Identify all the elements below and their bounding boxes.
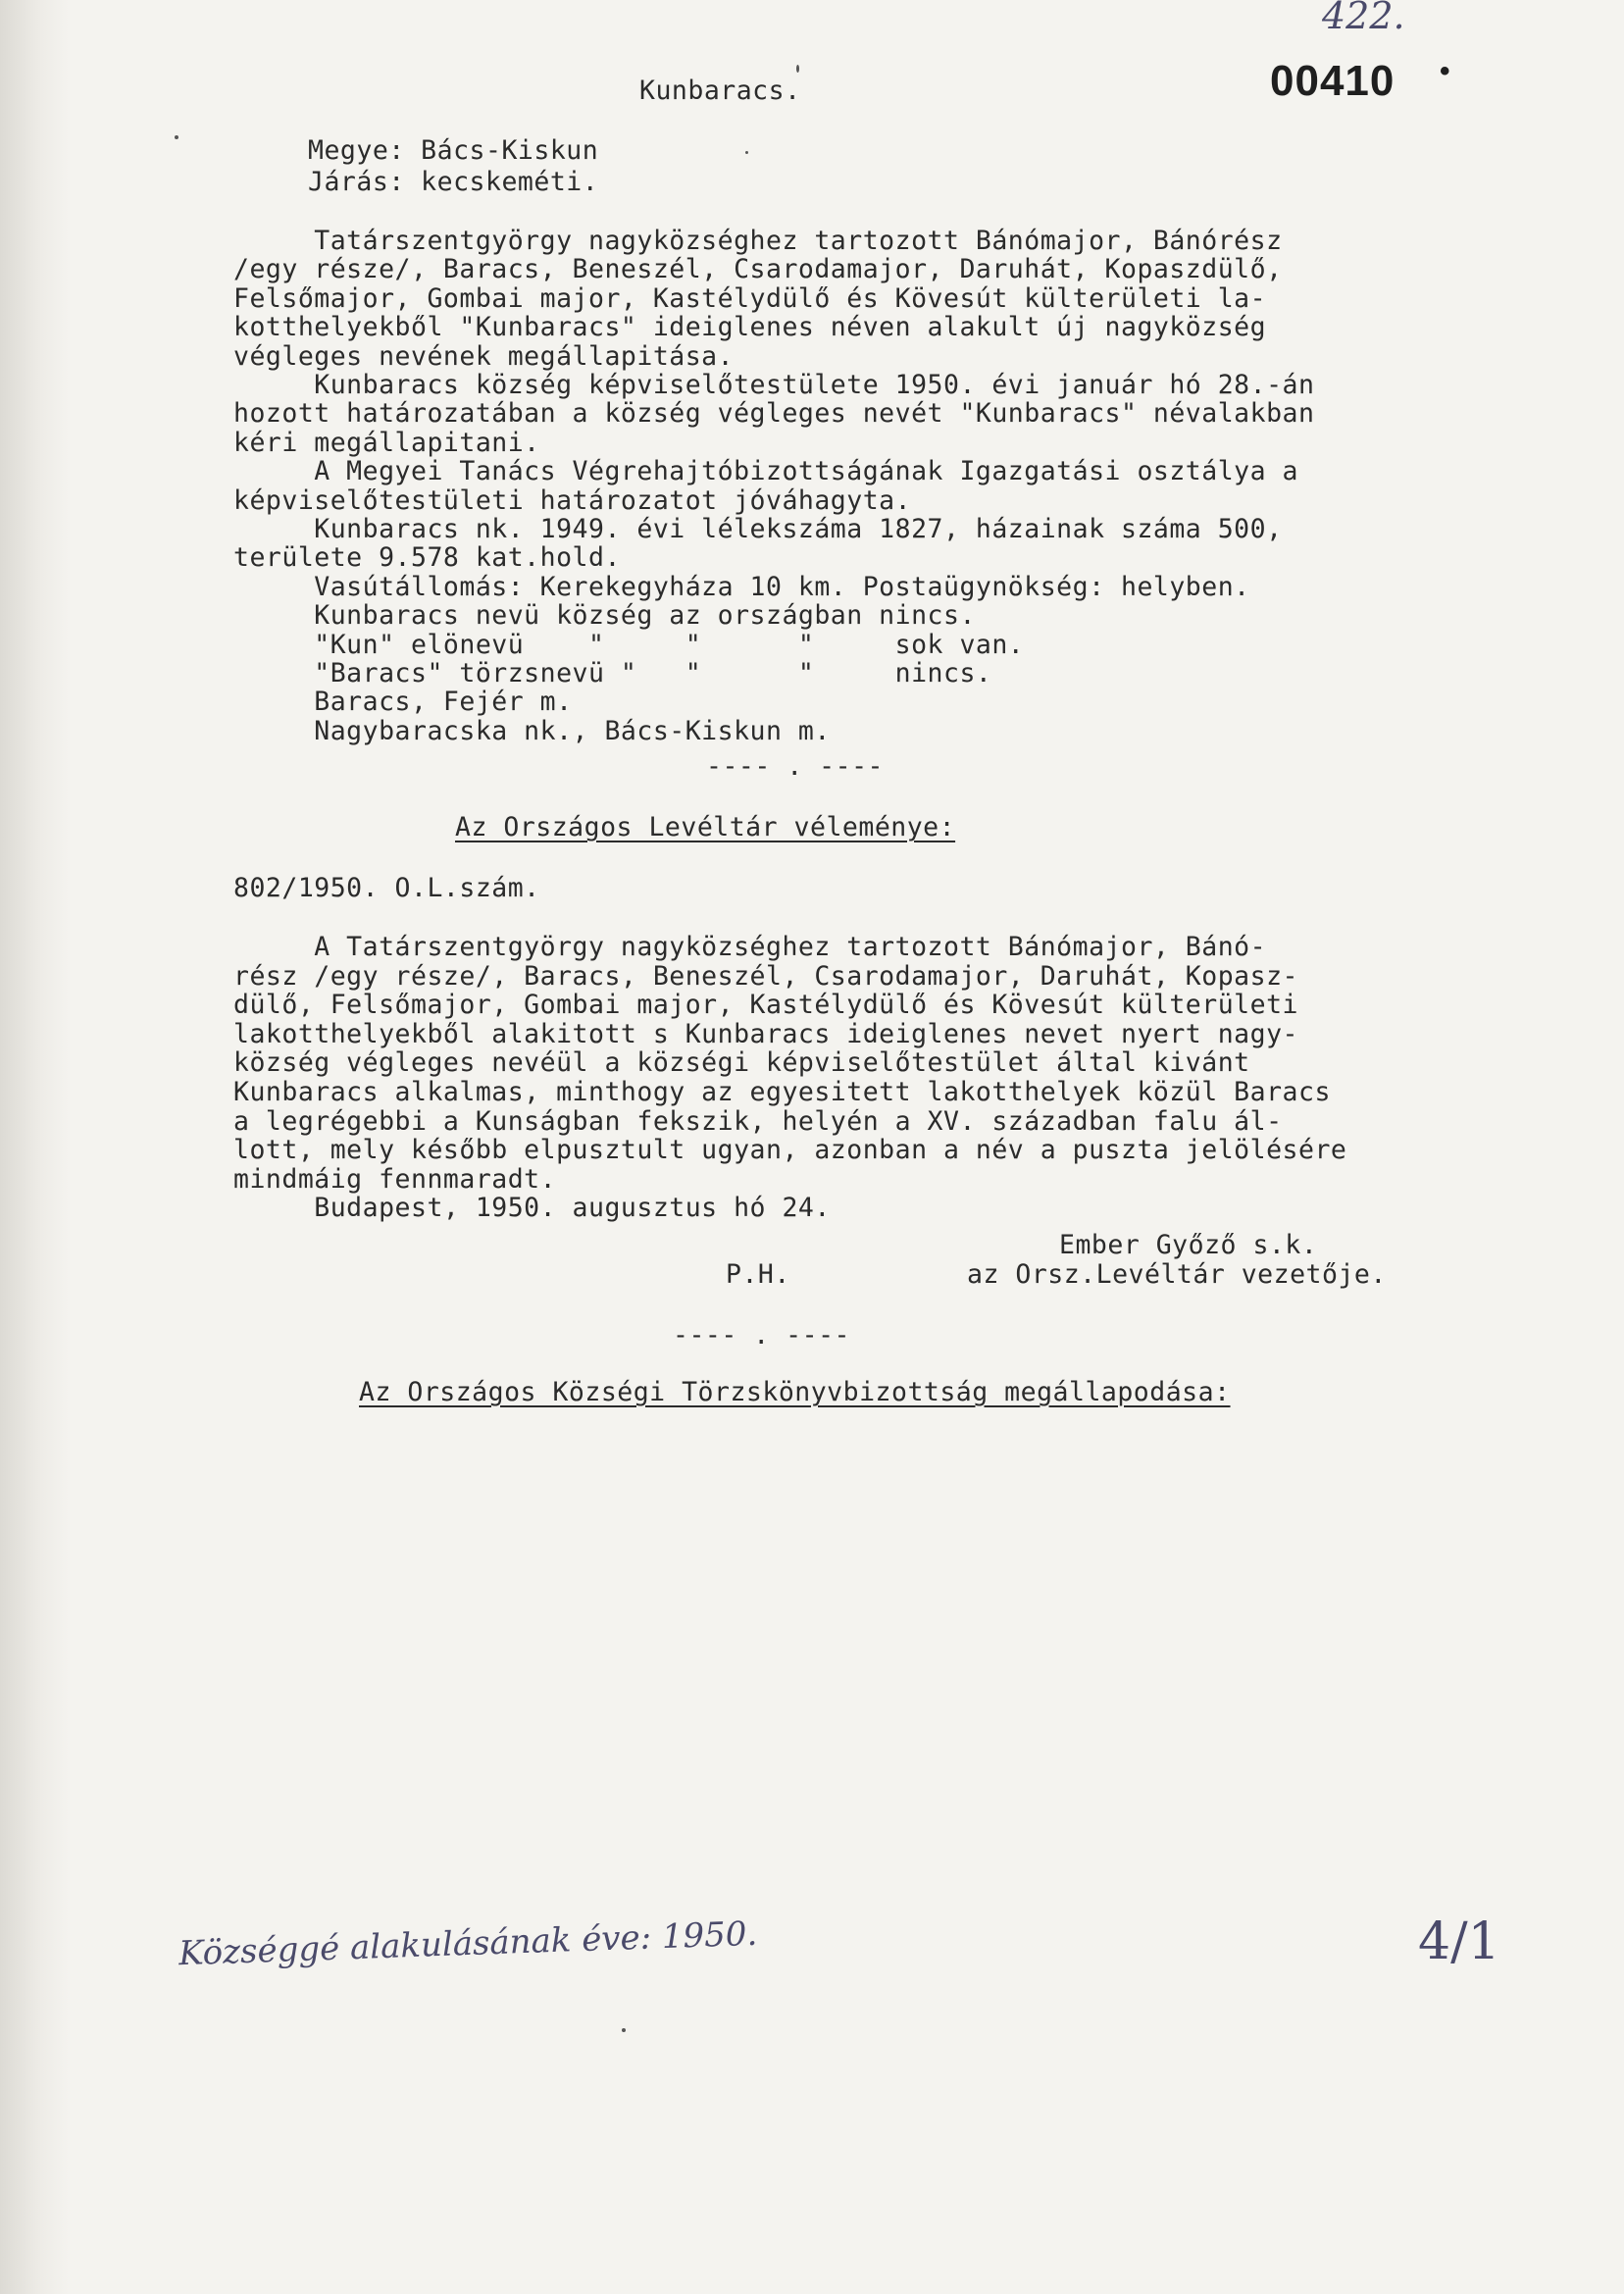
body-text-line: Kunbaracs nk. 1949. évi lélekszáma 1827, házainak száma 500, <box>233 514 1283 544</box>
body-text-line: Nagybaracska nk., Bács-Kiskun m. <box>233 715 831 746</box>
opinion-text-line: lakotthelyekből alakitott s Kunbaracs ideiglenes nevet nyert nagy- <box>233 1018 1298 1049</box>
body-text-line: Felsőmajor, Gombai major, Kastélydülő és Kövesút külterületi la- <box>233 282 1267 314</box>
signature-name: Ember Győző s.k. <box>1059 1230 1318 1260</box>
county-line: Megye: Bács-Kiskun <box>308 135 599 166</box>
handwritten-note: Községgé alakulásának éve: 1950. <box>178 1913 758 1974</box>
opinion-text-line: a legrégebbi a Kunságban fekszik, helyén a XV. században falu ál- <box>233 1105 1283 1137</box>
body-text-line: kéri megállapitani. <box>233 427 540 458</box>
opinion-text-line: mindmáig fennmaradt. <box>233 1163 557 1195</box>
body-text-line: hozott határozatában a község végleges nevét "Kunbaracs" névalakban <box>233 398 1315 430</box>
document-number-mark: • <box>1440 55 1451 87</box>
body-text-line: /egy része/, Baracs, Beneszél, Csarodamajor, Daruhát, Kopaszdülő, <box>233 254 1283 285</box>
opinion-text-line: dülő, Felsőmajor, Gombai major, Kastélydülő és Kövesút külterületi <box>233 990 1298 1021</box>
body-text-line: Tatárszentgyörgy nagyközséghez tartozott Bánómajor, Bánórész <box>233 226 1283 256</box>
page-mark: 4/1 <box>1418 1912 1500 1971</box>
body-text-line: Vasútállomás: Kerekegyháza 10 km. Postaügynökség: helyben. <box>233 571 1250 602</box>
stamp-mark: P.H. <box>726 1259 790 1290</box>
body-text-line: "Kun" elönevü " " " sok van. <box>233 629 1025 660</box>
scan-speck <box>622 2028 626 2032</box>
opinion-text-line: lott, mely később elpusztult ugyan, azonban a név a puszta jelölésére <box>233 1135 1347 1166</box>
body-text-line: képviselőtestületi határozatot jóváhagyta. <box>233 484 912 516</box>
body-text-line: "Baracs" törzsnevü " " " nincs. <box>233 658 992 688</box>
opinion-text-line: rész /egy része/, Baracs, Beneszél, Csarodamajor, Daruhát, Kopasz- <box>233 960 1298 992</box>
opinion-text-line: Kunbaracs alkalmas, minthogy az egyesitett lakotthelyek közül Baracs <box>233 1077 1331 1107</box>
body-text-line: Baracs, Fejér m. <box>233 687 573 718</box>
scan-speck <box>745 151 748 154</box>
scan-speck <box>175 135 178 139</box>
committee-heading: Az Országos Községi Törzskönyvbizottság megállapodása: <box>359 1377 1231 1407</box>
separator-1: ---- . ---- <box>706 751 884 782</box>
scan-speck <box>796 65 799 73</box>
body-text-line: A Megyei Tanács Végrehajtóbizottságának Igazgatási osztálya a <box>233 456 1298 487</box>
scan-shadow <box>0 0 69 2294</box>
opinion-text-line: Budapest, 1950. augusztus hó 24. <box>233 1193 831 1224</box>
body-text-line: Kunbaracs nevü község az országban nincs. <box>233 600 976 632</box>
document-title: Kunbaracs. <box>639 76 801 106</box>
opinion-text-line: A Tatárszentgyörgy nagyközséghez tartozott Bánómajor, Bánó- <box>233 932 1267 962</box>
body-text-line: Kunbaracs község képviselőtestülete 1950. évi január hó 28.-án <box>233 370 1315 400</box>
reference-number: 802/1950. O.L.szám. <box>233 873 540 903</box>
opinion-text-line: község végleges nevéül a községi képviselőtestület által kivánt <box>233 1047 1250 1079</box>
separator-2: ---- . ---- <box>673 1320 850 1351</box>
corner-pencil-note: 422. <box>1322 0 1405 37</box>
archive-opinion-heading: Az Országos Levéltár véleménye: <box>455 812 956 842</box>
body-text-line: területe 9.578 kat.hold. <box>233 542 621 574</box>
body-text-line: végleges nevének megállapitása. <box>233 340 735 372</box>
body-text-line: kotthelyekből "Kunbaracs" ideiglenes néven alakult új nagyközség <box>233 312 1267 343</box>
document-number: 00410 <box>1270 57 1396 105</box>
district-line: Járás: kecskeméti. <box>308 167 599 197</box>
signature-title: az Orsz.Levéltár vezetője. <box>967 1259 1387 1290</box>
